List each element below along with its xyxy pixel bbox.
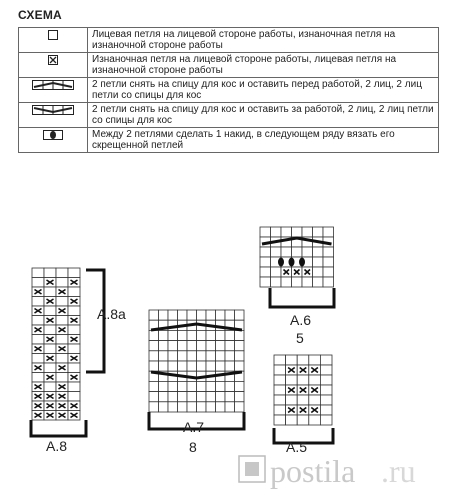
grid-cell — [216, 402, 226, 412]
grid-cell — [68, 287, 80, 297]
grid-cell — [44, 268, 56, 278]
grid-cell — [206, 392, 216, 402]
grid-cell — [286, 395, 298, 405]
grid-cell — [56, 316, 68, 326]
grid-cell — [178, 392, 188, 402]
grid-cell — [56, 297, 68, 307]
grid-cell — [206, 351, 216, 361]
grid-cell — [274, 365, 286, 375]
grid-cell — [206, 330, 216, 340]
yarn-over-mark — [278, 258, 284, 267]
grid-cell — [187, 381, 197, 391]
grid-cell — [225, 330, 235, 340]
grid-cell — [320, 365, 332, 375]
grid-cell — [178, 402, 188, 412]
grid-cell — [187, 330, 197, 340]
grid-cell — [149, 351, 159, 361]
grid-cell — [178, 330, 188, 340]
a8-label: A.8 — [46, 438, 68, 454]
chart-a7 — [149, 310, 244, 412]
grid-cell — [235, 361, 245, 371]
grid-cell — [197, 351, 207, 361]
grid-cell — [225, 361, 235, 371]
grid-cell — [197, 392, 207, 402]
legend-title: СХЕМА — [18, 8, 62, 22]
grid-cell — [68, 268, 80, 278]
grid-cell — [159, 402, 169, 412]
grid-cell — [235, 381, 245, 391]
grid-cell — [168, 392, 178, 402]
grid-cell — [197, 402, 207, 412]
grid-cell — [274, 385, 286, 395]
chart-a6 — [260, 227, 334, 287]
grid-cell — [187, 341, 197, 351]
grid-cell — [178, 310, 188, 320]
grid-cell — [159, 330, 169, 340]
grid-cell — [149, 402, 159, 412]
watermark-brand: postila — [270, 453, 356, 489]
grid-cell — [149, 381, 159, 391]
grid-cell — [159, 341, 169, 351]
grid-cell — [260, 247, 271, 257]
grid-cell — [197, 310, 207, 320]
grid-cell — [235, 330, 245, 340]
grid-cell — [149, 392, 159, 402]
grid-cell — [274, 355, 286, 365]
grid-cell — [302, 227, 313, 237]
grid-cell — [286, 355, 298, 365]
grid-cell — [274, 405, 286, 415]
grid-cell — [168, 341, 178, 351]
legend-text: Изнаночная петля на лицевой стороне работы, лицевая петля на изнаночной стороне работы — [88, 53, 439, 78]
grid-cell — [168, 330, 178, 340]
legend-text: 2 петли снять на спицу для кос и оставить за работой, 2 лиц, 2 лиц петли со спицы для кос — [88, 103, 439, 128]
grid-cell — [44, 344, 56, 354]
grid-cell — [323, 267, 334, 277]
grid-cell — [206, 310, 216, 320]
grid-cell — [271, 267, 282, 277]
grid-cell — [225, 381, 235, 391]
grid-cell — [313, 267, 324, 277]
grid-cell — [149, 341, 159, 351]
yarn-over-mark — [289, 258, 295, 267]
grid-cell — [225, 402, 235, 412]
grid-cell — [271, 277, 282, 287]
grid-cell — [292, 227, 303, 237]
grid-cell — [323, 227, 334, 237]
grid-cell — [44, 363, 56, 373]
grid-cell — [271, 247, 282, 257]
grid-cell — [56, 354, 68, 364]
grid-cell — [159, 351, 169, 361]
legend-text: Между 2 петлями сделать 1 накид, в следующем ряду вязать его скрещенной петлей — [88, 128, 439, 153]
grid-cell — [159, 392, 169, 402]
grid-cell — [206, 341, 216, 351]
grid-cell — [313, 227, 324, 237]
grid-cell — [32, 297, 44, 307]
grid-cell — [32, 373, 44, 383]
grid-cell — [320, 375, 332, 385]
grid-cell — [159, 361, 169, 371]
grid-cell — [274, 415, 286, 425]
grid-cell — [297, 375, 309, 385]
grid-cell — [260, 277, 271, 287]
chart-a8 — [32, 268, 80, 420]
grid-cell — [168, 361, 178, 371]
legend-text: Лицевая петля на лицевой стороне работы, изнаночная петля на изнаночной стороне работы — [88, 28, 439, 53]
grid-cell — [44, 287, 56, 297]
bracket-a6 — [270, 288, 334, 307]
grid-cell — [235, 351, 245, 361]
grid-cell — [68, 306, 80, 316]
grid-cell — [178, 351, 188, 361]
grid-cell — [216, 330, 226, 340]
grid-cell — [260, 227, 271, 237]
grid-cell — [286, 415, 298, 425]
grid-cell — [216, 361, 226, 371]
grid-cell — [320, 415, 332, 425]
grid-cell — [168, 381, 178, 391]
grid-cell — [313, 257, 324, 267]
grid-cell — [281, 277, 292, 287]
grid-cell — [44, 382, 56, 392]
grid-cell — [309, 415, 321, 425]
grid-cell — [271, 227, 282, 237]
grid-cell — [216, 351, 226, 361]
grid-cell — [225, 310, 235, 320]
grid-cell — [32, 354, 44, 364]
grid-cell — [235, 402, 245, 412]
grid-cell — [313, 277, 324, 287]
watermark-tld: .ru — [381, 453, 416, 489]
grid-cell — [206, 381, 216, 391]
yarn-over-mark — [299, 258, 305, 267]
grid-cell — [187, 392, 197, 402]
grid-cell — [206, 402, 216, 412]
grid-cell — [197, 330, 207, 340]
grid-cell — [225, 341, 235, 351]
grid-cell — [149, 330, 159, 340]
grid-cell — [235, 341, 245, 351]
grid-cell — [297, 395, 309, 405]
grid-cell — [68, 344, 80, 354]
grid-cell — [309, 355, 321, 365]
grid-cell — [286, 375, 298, 385]
grid-cell — [216, 310, 226, 320]
a5-label: A.5 — [286, 439, 308, 455]
grid-cell — [168, 351, 178, 361]
a7-size: 8 — [189, 439, 197, 455]
grid-cell — [320, 355, 332, 365]
grid-cell — [56, 268, 68, 278]
grid-cell — [309, 375, 321, 385]
grid-cell — [297, 415, 309, 425]
grid-cell — [56, 335, 68, 345]
grid-cell — [292, 277, 303, 287]
grid-cell — [68, 325, 80, 335]
grid-cell — [56, 278, 68, 288]
chart-a5 — [274, 355, 332, 425]
legend-text: 2 петли снять на спицу для кос и оставить перед работой, 2 лиц, 2 лиц петли со спицы для кос — [88, 78, 439, 103]
grid-cell — [225, 392, 235, 402]
grid-cell — [320, 385, 332, 395]
a7-label: A.7 — [183, 419, 205, 435]
grid-cell — [32, 316, 44, 326]
grid-cell — [235, 392, 245, 402]
grid-cell — [178, 341, 188, 351]
grid-cell — [260, 257, 271, 267]
grid-cell — [260, 267, 271, 277]
grid-cell — [159, 310, 169, 320]
grid-cell — [235, 310, 245, 320]
grid-cell — [159, 381, 169, 391]
grid-cell — [32, 335, 44, 345]
grid-cell — [281, 227, 292, 237]
grid-cell — [168, 310, 178, 320]
grid-cell — [44, 325, 56, 335]
grid-cell — [68, 382, 80, 392]
a8a-label: A.8a — [97, 306, 126, 322]
grid-cell — [302, 247, 313, 257]
grid-cell — [320, 405, 332, 415]
grid-cell — [149, 361, 159, 371]
a6-size: 5 — [296, 330, 304, 346]
grid-cell — [274, 395, 286, 405]
grid-cell — [32, 278, 44, 288]
grid-cell — [187, 402, 197, 412]
grid-cell — [187, 310, 197, 320]
grid-cell — [323, 247, 334, 257]
grid-cell — [323, 257, 334, 267]
grid-cell — [297, 355, 309, 365]
grid-cell — [320, 395, 332, 405]
bracket-a8 — [31, 420, 86, 436]
grid-cell — [197, 341, 207, 351]
postila-watermark — [239, 453, 416, 489]
grid-cell — [44, 306, 56, 316]
grid-cell — [187, 351, 197, 361]
a6-label: A.6 — [290, 312, 312, 328]
grid-cell — [187, 361, 197, 371]
grid-cell — [292, 247, 303, 257]
grid-cell — [197, 381, 207, 391]
grid-cell — [68, 363, 80, 373]
grid-cell — [32, 268, 44, 278]
grid-cell — [178, 361, 188, 371]
grid-cell — [149, 310, 159, 320]
grid-cell — [313, 247, 324, 257]
grid-cell — [302, 277, 313, 287]
grid-cell — [216, 392, 226, 402]
grid-cell — [206, 361, 216, 371]
grid-cell — [168, 402, 178, 412]
grid-cell — [225, 351, 235, 361]
grid-cell — [216, 381, 226, 391]
grid-cell — [197, 361, 207, 371]
grid-cell — [178, 381, 188, 391]
grid-cell — [56, 373, 68, 383]
grid-cell — [68, 392, 80, 402]
grid-cell — [323, 277, 334, 287]
grid-cell — [216, 341, 226, 351]
grid-cell — [309, 395, 321, 405]
grid-cell — [274, 375, 286, 385]
grid-cell — [281, 247, 292, 257]
